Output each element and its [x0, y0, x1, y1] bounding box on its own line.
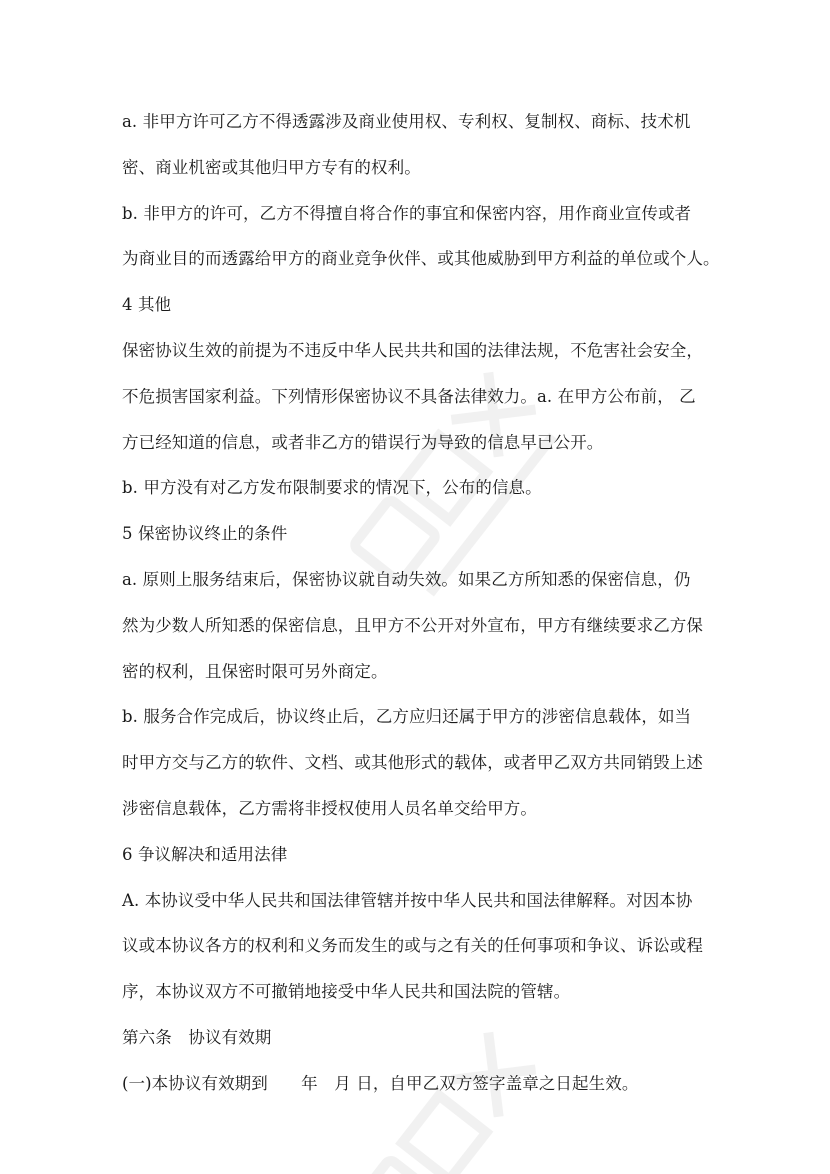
clause-a-governing-law [122, 878, 722, 1015]
section-heading: 6 争议解决和适用法律 [122, 844, 288, 864]
clause-b-no-commercial-use [122, 191, 722, 283]
clause-a-no-disclosure [122, 99, 722, 191]
text-line: 密、商业机密或其他归甲方专有的权利。 [122, 157, 421, 177]
text-line: b. 甲方没有对乙方发布限制要求的情况下，公布的信息。 [122, 478, 542, 498]
section-heading: 5 保密协议终止的条件 [122, 524, 288, 544]
text-line: 时甲方交与乙方的软件、文档、或其他形式的载体，或者甲乙双方共同销毁上述 [122, 753, 703, 773]
text-line: (一)本协议有效期到 年 月 日，自甲乙双方签字盖章之日起生效。 [122, 1073, 639, 1093]
clause-validity-premise [122, 328, 722, 465]
text-line: a. 原则上服务结束后，保密协议就自动失效。如果乙方所知悉的保密信息，仍 [122, 569, 691, 589]
text-line: 然为少数人所知悉的保密信息，且甲方不公开对外宣布，甲方有继续要求乙方保 [122, 615, 703, 635]
text-line: 序，本协议双方不可撤销地接受中华人民共和国法院的管辖。 [122, 982, 571, 1002]
article-heading-term [122, 1015, 722, 1061]
text-line: 方已经知道的信息，或者非乙方的错误行为导致的信息早已公开。 [122, 432, 604, 452]
article-heading: 第六条 协议有效期 [122, 1027, 272, 1047]
text-line: 不危损害国家利益。下列情形保密协议不具备法律效力。a. 在甲方公布前， 乙 [122, 386, 696, 406]
text-line: a. 非甲方许可乙方不得透露涉及商业使用权、专利权、复制权、商标、技术机 [122, 112, 691, 131]
text-line: 为商业目的而透露给甲方的商业竞争伙伴、或其他威胁到甲方利益的单位或个人。 [122, 249, 720, 269]
text-line: b. 非甲方的许可，乙方不得擅自将合作的事宜和保密内容，用作商业宣传或者 [122, 203, 692, 223]
text-line: 密的权利，且保密时限可另外商定。 [122, 661, 388, 681]
clause-b-public-info [122, 465, 722, 511]
clause-term-effective [122, 1061, 722, 1107]
clause-a-auto-expiry [122, 557, 722, 694]
text-line: 保密协议生效的前提为不违反中华人民共共和国的法律法规，不危害社会安全， [122, 340, 703, 360]
text-line: A. 本协议受中华人民共和国法律管辖并按中华人民共和国法律解释。对因本协 [122, 890, 693, 910]
section-heading: 4 其他 [122, 295, 172, 315]
section-heading-termination [122, 511, 722, 557]
clause-b-return-materials [122, 694, 722, 831]
text-line: 议或本协议各方的权利和义务而发生的或与之有关的任何事项和争议、诉讼或程 [122, 936, 703, 956]
section-heading-dispute [122, 832, 722, 878]
section-heading-other [122, 282, 722, 328]
text-line: 涉密信息载体，乙方需将非授权使用人员名单交给甲方。 [122, 798, 537, 818]
text-line: b. 服务合作完成后，协议终止后，乙方应归还属于甲方的涉密信息载体，如当 [122, 707, 692, 727]
document-body [122, 99, 722, 1107]
